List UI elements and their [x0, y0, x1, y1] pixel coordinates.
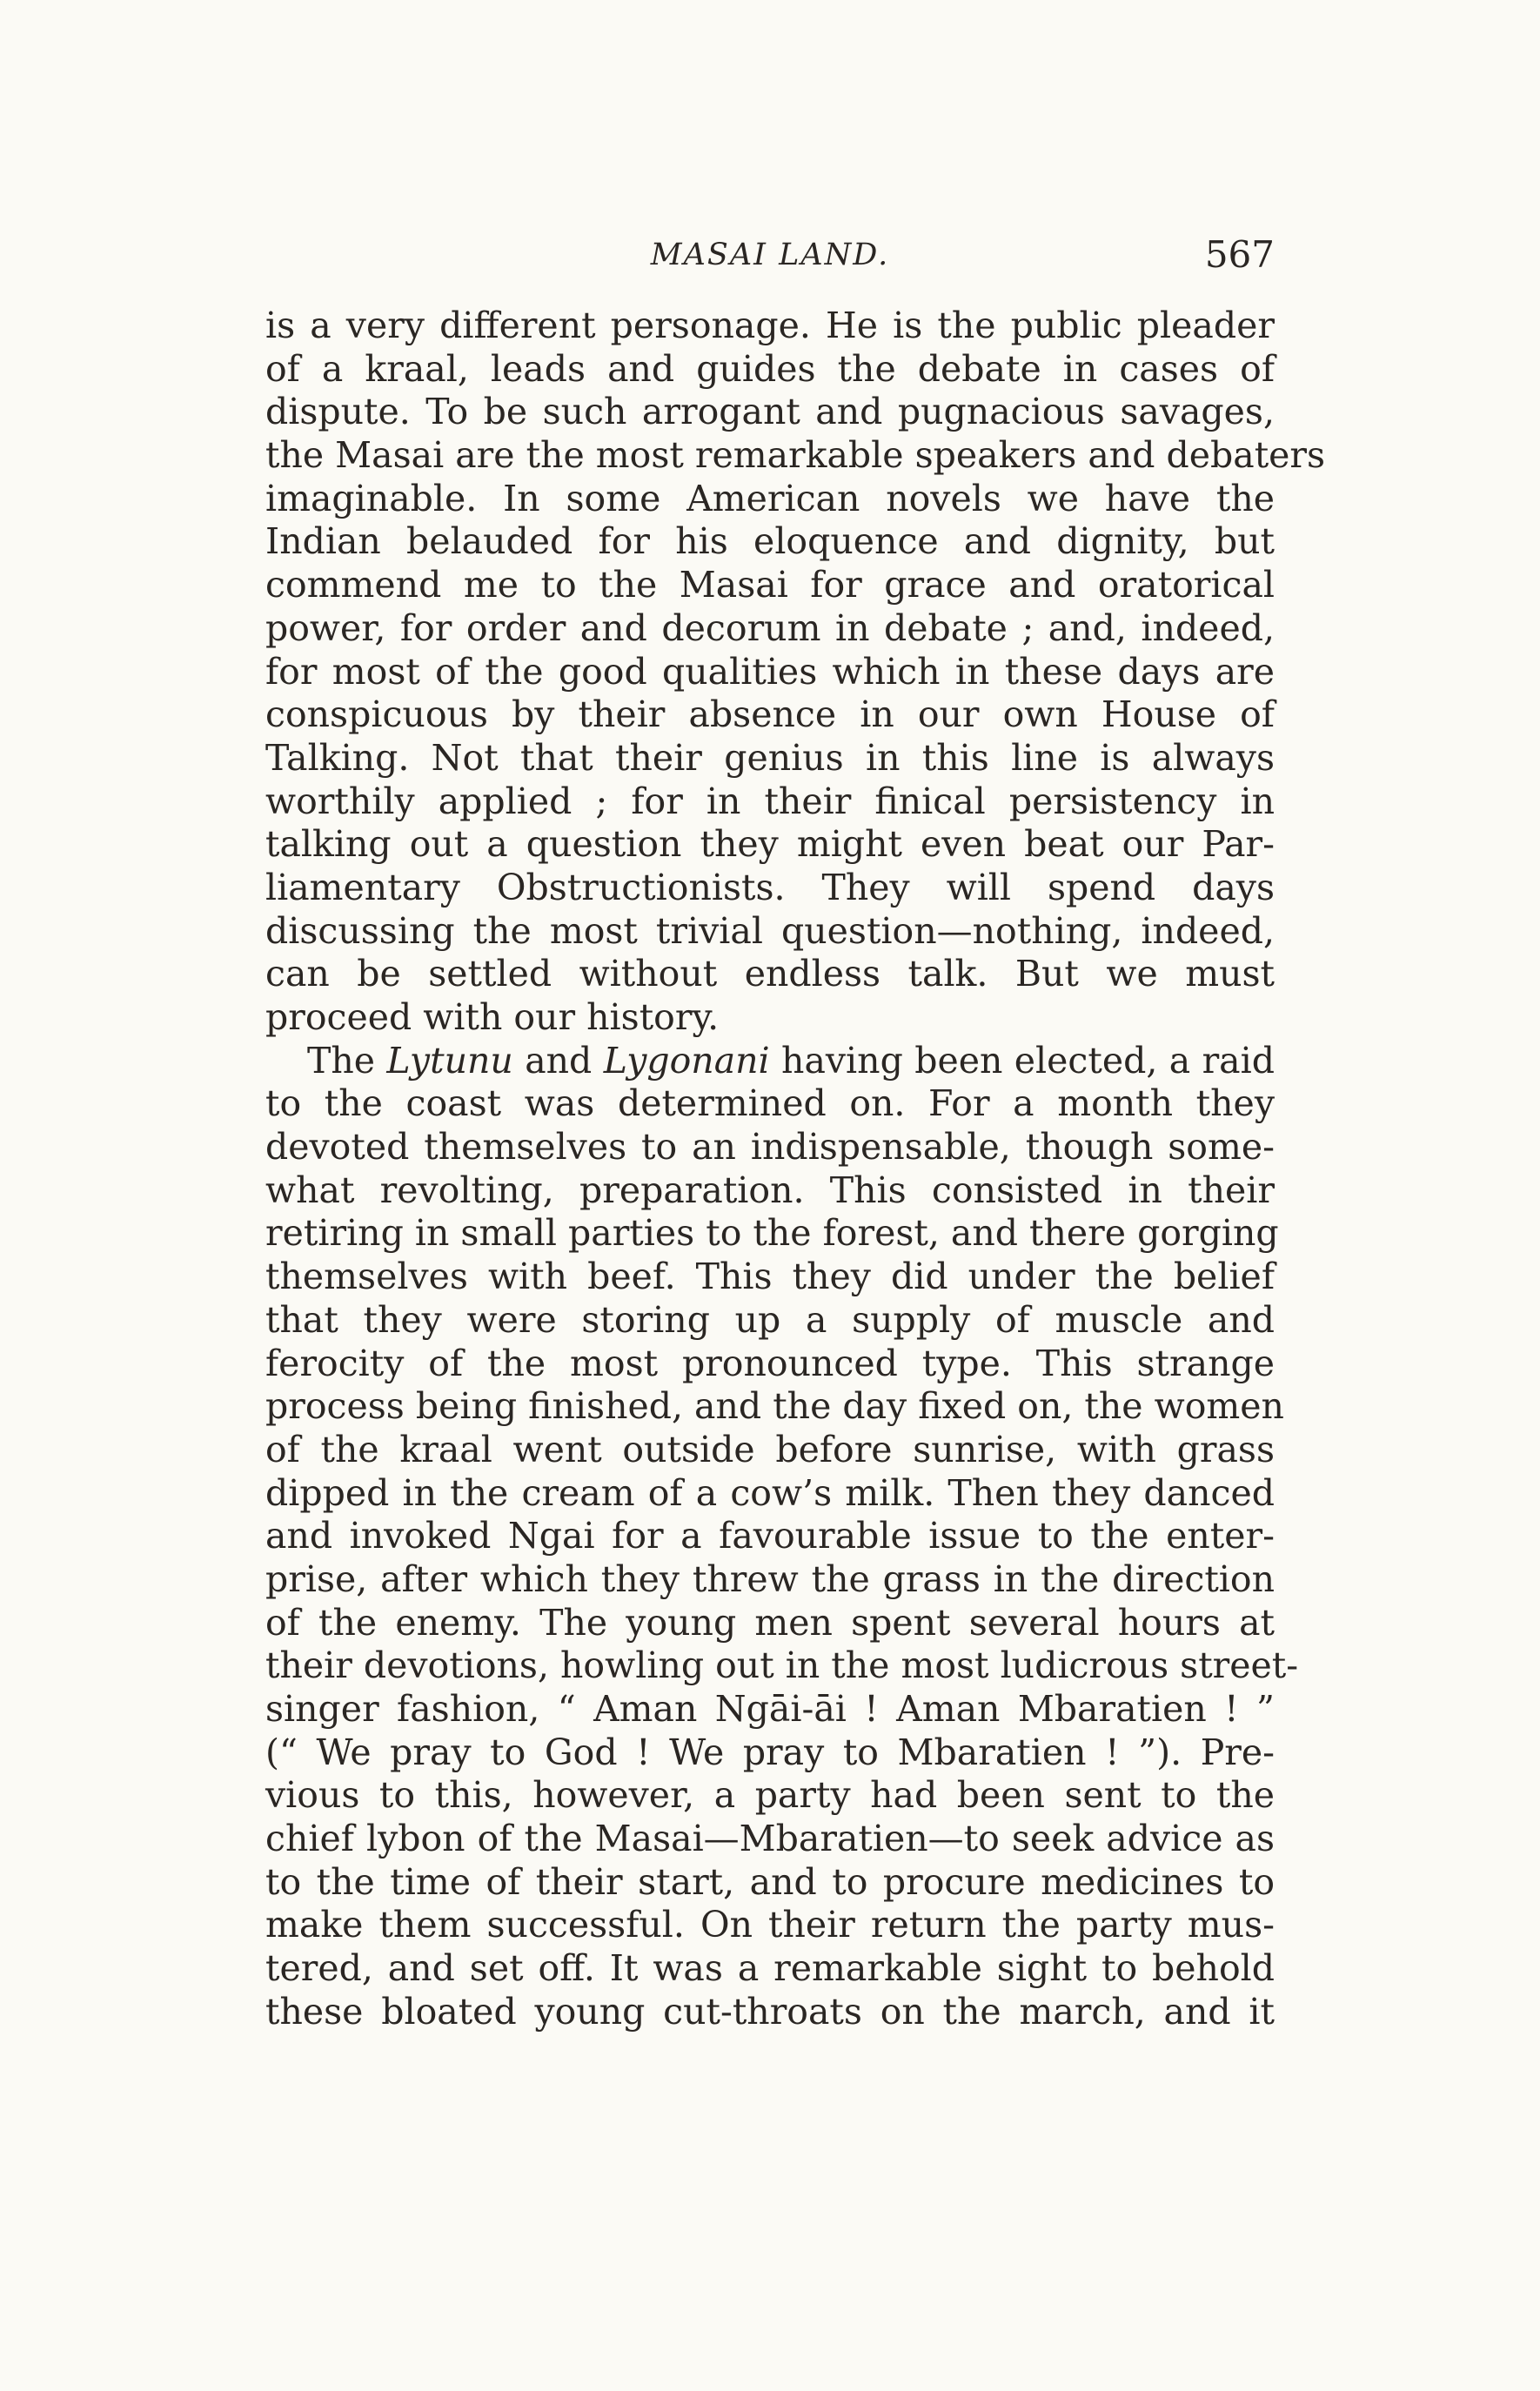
text-line: singer fashion, “ Aman Ngāi-āi ! Aman Mbaratien ! ” [265, 1688, 1275, 1730]
text-line: worthily applied ; for in their finical persistency in [265, 780, 1275, 822]
italic-term-lygonani: Lygonani [603, 1039, 770, 1082]
text-line: themselves with beef. This they did under the belief [265, 1256, 1275, 1298]
text-line: is a very different personage. He is the public pleader [265, 305, 1275, 346]
text-line: Indian belauded for his eloquence and dignity, but [265, 520, 1275, 563]
text-line: (“ We pray to God ! We pray to Mbaratien ! ”). Pre- [265, 1731, 1275, 1773]
text-line: of the enemy. The young men spent several hours at [265, 1601, 1275, 1644]
text-line: make them successful. On their return the party mus- [265, 1904, 1275, 1946]
text-line: devoted themselves to an indispensable, though some- [265, 1126, 1275, 1169]
text-line: to the coast was determined on. For a month they [265, 1082, 1275, 1125]
italic-term-lytunu: Lytunu [386, 1039, 513, 1082]
text-line: dipped in the cream of a cow’s milk. Then they danced [265, 1471, 1275, 1514]
text-line: commend me to the Masai for grace and oratorical [265, 564, 1275, 606]
text-line: liamentary Obstructionists. They will spend days [265, 866, 1275, 908]
text-line: imaginable. In some American novels we have the [265, 477, 1275, 519]
text-word: and [525, 1039, 593, 1082]
text-line: of a kraal, leads and guides the debate in cases of [265, 347, 1275, 390]
text-line: their devotions, howling out in the most ludicrous street- [265, 1644, 1299, 1687]
text-run: having been elected, a raid [781, 1039, 1275, 1082]
text-line: talking out a question they might even beat our Par- [265, 823, 1275, 866]
page-number: 567 [1204, 233, 1275, 276]
paragraph-2 [265, 1039, 1299, 2034]
running-head [265, 233, 1275, 285]
text-line: the Masai are the most remarkable speakers and debaters [265, 434, 1326, 477]
text-line: ferocity of the most pronounced type. This strange [265, 1342, 1275, 1384]
text-line: proceed with our history. [265, 996, 720, 1038]
text-line: these bloated young cut-throats on the march, and it [265, 1990, 1275, 2033]
text-line: and invoked Ngai for a favourable issue to the enter- [265, 1515, 1275, 1557]
text-line: to the time of their start, and to procure medicines to [265, 1860, 1275, 1903]
text-line: retiring in small parties to the forest, and there gorging [265, 1212, 1279, 1255]
text-line: what revolting, preparation. This consisted in their [265, 1169, 1275, 1211]
text-line: vious to this, however, a party had been sent to the [265, 1774, 1275, 1817]
text-line: Talking. Not that their genius in this line is always [265, 736, 1275, 779]
text-line: prise, after which they threw the grass in the direction [265, 1557, 1275, 1600]
text-line: of the kraal went outside before sunrise, with grass [265, 1428, 1275, 1470]
text-line: tered, and set off. It was a remarkable sight to behold [265, 1947, 1275, 1990]
running-title: MASAI LAND. [650, 238, 890, 272]
text-line: can be settled without endless talk. But we must [265, 953, 1275, 995]
paragraph-2-first-line [265, 1040, 1275, 1083]
text-word: The [307, 1039, 376, 1082]
body-text [265, 305, 1326, 2034]
text-line: conspicuous by their absence in our own House of [265, 693, 1275, 736]
text-line: process being finished, and the day fixed on, the women [265, 1385, 1284, 1428]
text-line: that they were storing up a supply of muscle and [265, 1298, 1275, 1341]
text-line: discussing the most trivial question—nothing, indeed, [265, 909, 1275, 952]
paragraph-1 [265, 305, 1326, 1040]
text-line: for most of the good qualities which in these days are [265, 650, 1275, 693]
text-line: dispute. To be such arrogant and pugnacious savages, [265, 391, 1275, 433]
text-line: chief lybon of the Masai—Mbaratien—to seek advice as [265, 1818, 1275, 1860]
text-line: power, for order and decorum in debate ; and, indeed, [265, 606, 1275, 649]
